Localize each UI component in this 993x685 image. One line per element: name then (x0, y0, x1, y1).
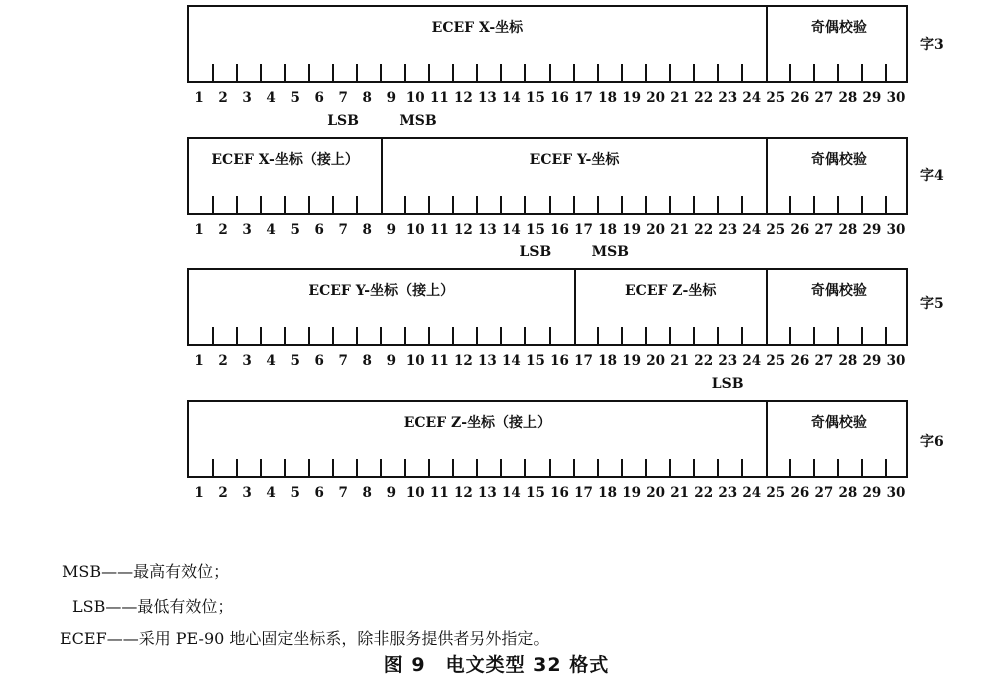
field-label: 奇偶校验 (810, 415, 867, 431)
bit-number: 2 (218, 222, 228, 238)
bit-number: 27 (814, 90, 834, 106)
bit-tick (212, 327, 214, 344)
bit-number: 17 (574, 353, 593, 369)
bit-tick (717, 64, 719, 81)
bit-tick (573, 459, 575, 476)
bit-number: 23 (718, 90, 738, 106)
word-name: 字3 (920, 37, 944, 53)
bit-tick (236, 327, 238, 344)
bit-number: 11 (429, 353, 449, 369)
bit-tick (717, 196, 719, 213)
bit-number: 10 (405, 222, 425, 238)
bit-number: 25 (766, 222, 786, 238)
bit-number: 7 (338, 90, 348, 106)
bit-tick (404, 196, 406, 213)
bit-tick (500, 459, 502, 476)
field-label: ECEF Y-坐标 (529, 152, 620, 168)
bit-number: 6 (314, 485, 324, 501)
bit-number: 13 (478, 222, 497, 238)
bit-number: 7 (338, 222, 348, 238)
bit-number: 26 (790, 353, 810, 369)
bit-tick (789, 64, 791, 81)
bit-number: 19 (622, 485, 641, 501)
bit-tick (260, 64, 262, 81)
bit-tick (549, 327, 551, 344)
bit-number: 29 (862, 222, 882, 238)
bit-tick (524, 459, 526, 476)
bit-tick (404, 64, 406, 81)
bit-tick (621, 64, 623, 81)
bit-tick (693, 196, 695, 213)
bit-number: 16 (550, 353, 569, 369)
bit-tick (693, 64, 695, 81)
bit-tick (380, 459, 382, 476)
bit-tick (356, 327, 358, 344)
bit-number: 23 (718, 222, 738, 238)
field-label: ECEF X-坐标 (431, 20, 524, 36)
bit-number: 4 (266, 353, 276, 369)
bit-tick (597, 459, 599, 476)
bit-number: 21 (670, 90, 690, 106)
bit-tick (813, 327, 815, 344)
bit-tick (284, 196, 286, 213)
bit-tick (621, 327, 623, 344)
bit-number: 9 (386, 90, 396, 106)
bit-number: 21 (670, 222, 690, 238)
bit-tick (308, 459, 310, 476)
bit-tick (837, 196, 839, 213)
bit-number: 29 (862, 353, 882, 369)
bit-tick (308, 327, 310, 344)
bit-number: 8 (362, 90, 372, 106)
bit-number: 18 (598, 485, 617, 501)
bit-number: 8 (362, 353, 372, 369)
bit-number-row (187, 222, 908, 240)
bit-number: 1 (194, 90, 204, 106)
bit-number: 17 (574, 90, 593, 106)
bit-number: 20 (646, 485, 666, 501)
field-label: ECEF X-坐标（接上） (211, 152, 359, 168)
bit-tick (645, 327, 647, 344)
bit-tick (500, 196, 502, 213)
bit-tick (476, 327, 478, 344)
bit-number: 14 (502, 485, 521, 501)
bit-tick (669, 196, 671, 213)
figure-caption: 图 9 电文类型 32 格式 (383, 654, 610, 676)
bit-tick (332, 196, 334, 213)
bit-tick (452, 459, 454, 476)
bit-tick (645, 64, 647, 81)
bit-number: 6 (314, 222, 324, 238)
bit-number: 28 (838, 353, 858, 369)
bit-number: 3 (242, 353, 252, 369)
bit-number: 9 (386, 353, 396, 369)
bit-number: 2 (218, 90, 228, 106)
bit-tick (885, 196, 887, 213)
bit-tick (741, 327, 743, 344)
bit-number: 15 (526, 222, 545, 238)
legend-lsb: LSB——最低有效位； (72, 597, 234, 616)
bit-number: 13 (478, 353, 497, 369)
bit-number: 2 (218, 353, 228, 369)
bit-number: 15 (526, 485, 545, 501)
bit-number: 22 (694, 485, 714, 501)
bit-tick (789, 459, 791, 476)
bit-number: 3 (242, 90, 252, 106)
bit-tick (260, 327, 262, 344)
bit-number: 3 (242, 485, 252, 501)
bit-tick (573, 64, 575, 81)
bit-number: 17 (574, 485, 593, 501)
bit-number: 24 (742, 353, 762, 369)
bit-tick (380, 64, 382, 81)
bit-tick (669, 64, 671, 81)
bit-tick (645, 459, 647, 476)
bit-number: 13 (478, 90, 497, 106)
bit-number: 14 (502, 222, 521, 238)
bit-number-row (187, 353, 908, 371)
bit-number: 1 (194, 222, 204, 238)
field-label: ECEF Y-坐标（接上） (308, 283, 455, 299)
bit-number: 18 (598, 353, 617, 369)
bit-tick (621, 196, 623, 213)
bit-number: 16 (550, 485, 569, 501)
bit-tick (524, 64, 526, 81)
bit-number: 11 (429, 485, 449, 501)
bit-tick (236, 196, 238, 213)
bit-tick (500, 327, 502, 344)
bit-tick (452, 196, 454, 213)
bit-tick (549, 459, 551, 476)
bit-tick (861, 196, 863, 213)
bit-tick (597, 196, 599, 213)
bit-tick (212, 459, 214, 476)
bit-tick (452, 64, 454, 81)
bit-number: 24 (742, 222, 762, 238)
bit-number: 5 (290, 90, 300, 106)
bit-tick (789, 327, 791, 344)
word-name: 字6 (920, 434, 944, 450)
bit-number: 29 (862, 485, 882, 501)
bit-tick (308, 64, 310, 81)
bit-tick (428, 196, 430, 213)
bit-tick (885, 64, 887, 81)
bit-number: 22 (694, 353, 714, 369)
bit-number: 11 (429, 90, 449, 106)
bit-number: 28 (838, 485, 858, 501)
bit-tick (356, 196, 358, 213)
lsb-marker: LSB (327, 113, 359, 129)
bit-tick (597, 64, 599, 81)
word-name: 字5 (920, 296, 944, 312)
bit-tick (549, 64, 551, 81)
bit-tick (212, 196, 214, 213)
bit-tick (212, 64, 214, 81)
bit-number: 22 (694, 222, 714, 238)
bit-tick (500, 64, 502, 81)
bit-tick (741, 196, 743, 213)
bit-tick (428, 459, 430, 476)
bit-tick (741, 64, 743, 81)
bit-number: 6 (314, 90, 324, 106)
bit-number: 12 (453, 90, 473, 106)
bit-number: 12 (453, 485, 473, 501)
bit-tick (669, 327, 671, 344)
field-label: ECEF Z-坐标（接上） (403, 415, 552, 431)
legend-msb: MSB——最高有效位； (62, 562, 230, 581)
bit-number: 11 (429, 222, 449, 238)
bit-number: 5 (290, 485, 300, 501)
bit-number: 4 (266, 222, 276, 238)
field-label: 奇偶校验 (810, 20, 867, 36)
field-label: ECEF Z-坐标 (625, 283, 717, 299)
bit-tick (260, 459, 262, 476)
bit-tick (621, 459, 623, 476)
bit-number: 2 (218, 485, 228, 501)
bit-number: 24 (742, 485, 762, 501)
bit-number: 25 (766, 353, 786, 369)
bit-number: 19 (622, 90, 641, 106)
bit-tick (861, 64, 863, 81)
bit-number: 24 (742, 90, 762, 106)
bit-number: 1 (194, 353, 204, 369)
bit-tick (452, 327, 454, 344)
bit-tick (476, 459, 478, 476)
bit-tick (717, 327, 719, 344)
bit-number: 6 (314, 353, 324, 369)
lsb-marker: LSB (711, 376, 744, 392)
bit-tick (813, 64, 815, 81)
bit-number: 26 (790, 485, 810, 501)
bit-tick (404, 459, 406, 476)
bit-number-row (187, 485, 908, 503)
lsb-marker: LSB (519, 244, 552, 260)
bit-number: 15 (526, 353, 545, 369)
bit-number: 21 (670, 353, 690, 369)
bit-number-row (187, 90, 908, 108)
bit-tick (813, 459, 815, 476)
bit-tick (524, 327, 526, 344)
word-name: 字4 (920, 168, 944, 184)
bit-number: 9 (386, 485, 396, 501)
bit-tick (236, 64, 238, 81)
bit-number: 4 (266, 485, 276, 501)
bit-tick (837, 327, 839, 344)
bit-tick (284, 64, 286, 81)
word-frame (187, 400, 908, 478)
word-frame (187, 5, 908, 83)
bit-tick (597, 327, 599, 344)
field-label: 奇偶校验 (810, 152, 867, 168)
bit-number: 18 (598, 90, 617, 106)
bit-tick (404, 327, 406, 344)
bit-number: 30 (886, 90, 906, 106)
bit-number: 10 (405, 485, 425, 501)
bit-tick (741, 459, 743, 476)
bit-tick (332, 327, 334, 344)
bit-number: 10 (405, 90, 425, 106)
msb-marker: MSB (399, 113, 437, 129)
bit-tick (260, 196, 262, 213)
bit-number: 28 (838, 222, 858, 238)
bit-number: 9 (386, 222, 396, 238)
bit-number: 8 (362, 485, 372, 501)
bit-tick (284, 459, 286, 476)
bit-number: 3 (242, 222, 252, 238)
word-frame (187, 268, 908, 346)
bit-number: 5 (290, 353, 300, 369)
bit-number: 8 (362, 222, 372, 238)
bit-number: 30 (886, 353, 906, 369)
bit-number: 7 (338, 485, 348, 501)
bit-number: 5 (290, 222, 300, 238)
bit-tick (332, 64, 334, 81)
bit-number: 20 (646, 90, 666, 106)
bit-tick (717, 459, 719, 476)
bit-number: 14 (502, 90, 521, 106)
message-word (187, 400, 944, 510)
bit-number: 29 (862, 90, 882, 106)
bit-tick (645, 196, 647, 213)
bit-tick (428, 327, 430, 344)
bit-number: 12 (453, 222, 473, 238)
bit-tick (573, 196, 575, 213)
bit-tick (284, 327, 286, 344)
bit-tick (861, 327, 863, 344)
bit-number: 1 (194, 485, 204, 501)
bit-number: 20 (646, 353, 666, 369)
bit-tick (885, 459, 887, 476)
bit-tick (380, 327, 382, 344)
bit-number: 17 (574, 222, 593, 238)
bit-tick (549, 196, 551, 213)
bit-number: 10 (405, 353, 425, 369)
bit-tick (669, 459, 671, 476)
bit-tick (236, 459, 238, 476)
message-word (187, 268, 944, 378)
bit-number: 28 (838, 90, 858, 106)
bit-number: 19 (622, 222, 641, 238)
bit-number: 26 (790, 222, 810, 238)
bit-tick (789, 196, 791, 213)
word-frame (187, 137, 908, 215)
bit-number: 16 (550, 222, 569, 238)
bit-number: 20 (646, 222, 666, 238)
bit-tick (476, 64, 478, 81)
bit-tick (837, 64, 839, 81)
bit-tick (885, 327, 887, 344)
bit-number: 25 (766, 485, 786, 501)
bit-number: 18 (598, 222, 617, 238)
legend-ecef: ECEF——采用 PE-90 地心固定坐标系，除非服务提供者另外指定。 (60, 629, 550, 648)
bit-tick (356, 64, 358, 81)
bit-number: 27 (814, 222, 834, 238)
message-word (187, 137, 944, 247)
bit-number: 4 (266, 90, 276, 106)
bit-number: 7 (338, 353, 348, 369)
bit-tick (356, 459, 358, 476)
bit-number: 13 (478, 485, 497, 501)
bit-tick (332, 459, 334, 476)
bit-number: 27 (814, 485, 834, 501)
bit-number: 16 (550, 90, 569, 106)
bit-number: 12 (453, 353, 473, 369)
bit-number: 23 (718, 485, 738, 501)
bit-number: 30 (886, 222, 906, 238)
bit-number: 30 (886, 485, 906, 501)
bit-tick (428, 64, 430, 81)
field-label: 奇偶校验 (810, 283, 867, 299)
bit-tick (837, 459, 839, 476)
bit-tick (693, 459, 695, 476)
bit-tick (813, 196, 815, 213)
bit-number: 19 (622, 353, 641, 369)
bit-number: 21 (670, 485, 690, 501)
bit-number: 25 (766, 90, 786, 106)
bit-number: 23 (718, 353, 738, 369)
bit-tick (524, 196, 526, 213)
msb-marker: MSB (591, 244, 630, 260)
bit-number: 15 (526, 90, 545, 106)
bit-tick (476, 196, 478, 213)
bit-tick (308, 196, 310, 213)
bit-number: 26 (790, 90, 810, 106)
bit-number: 27 (814, 353, 834, 369)
bit-tick (693, 327, 695, 344)
bit-number: 14 (502, 353, 521, 369)
bit-tick (861, 459, 863, 476)
message-word (187, 5, 944, 115)
bit-number: 22 (694, 90, 714, 106)
